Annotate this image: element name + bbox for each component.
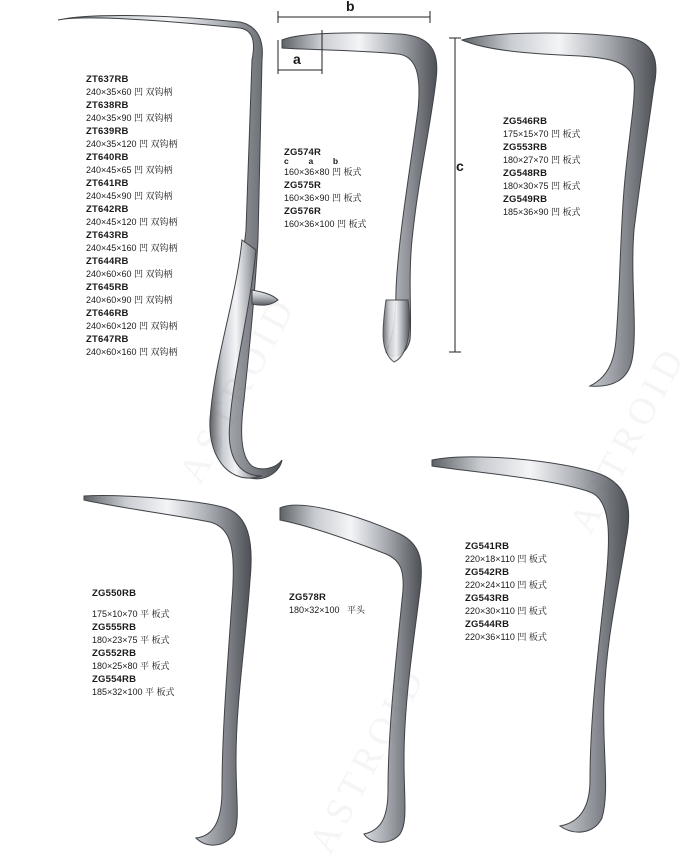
- product-spec: 240×45×65 凹 双钩柄: [86, 165, 173, 175]
- product-spec: 175×15×70 凹 板式: [503, 129, 581, 139]
- dimension-order-hint: c a b: [284, 156, 344, 166]
- product-code: ZG575R: [284, 180, 322, 191]
- product-spec: 240×60×60 凹 双钩柄: [86, 269, 173, 279]
- zt-spec-list: [86, 74, 178, 360]
- product-spec: 220×30×110 凹 板式: [465, 606, 547, 616]
- product-spec: 240×35×90 凹 双钩柄: [86, 113, 173, 123]
- product-code: ZT644RB: [86, 256, 129, 267]
- dimension-label-c: c: [456, 158, 464, 174]
- product-spec: 240×60×160 凹 双钩柄: [86, 347, 178, 357]
- spec-item: [465, 593, 547, 617]
- product-spec: 185×36×90 凹 板式: [503, 207, 581, 217]
- spec-item: [86, 230, 178, 254]
- product-code: ZT638RB: [86, 100, 129, 111]
- spec-item: [86, 74, 178, 98]
- spec-item: [86, 308, 178, 332]
- spec-item: [503, 116, 581, 140]
- product-spec: 180×25×80 平 板式: [92, 661, 170, 671]
- product-code: ZT637RB: [86, 74, 129, 85]
- product-code: ZG550RB: [92, 588, 137, 599]
- spec-item: [503, 168, 581, 192]
- product-code: ZT647RB: [86, 334, 129, 345]
- product-code: ZT641RB: [86, 178, 129, 189]
- product-spec: 220×18×110 凹 板式: [465, 554, 547, 564]
- product-spec: 240×45×90 凹 双钩柄: [86, 191, 173, 201]
- product-spec: 240×45×160 凹 双钩柄: [86, 243, 178, 253]
- product-spec: 220×36×110 凹 板式: [465, 632, 547, 642]
- spec-item: [86, 334, 178, 358]
- product-code: ZG544RB: [465, 619, 510, 630]
- product-spec: 175×10×70 平 板式: [92, 609, 170, 619]
- watermark: ASTROID: [170, 287, 306, 491]
- zg578-spec-list: [289, 592, 365, 618]
- product-code: ZG549RB: [503, 194, 548, 205]
- product-spec: 180×23×75 平 板式: [92, 635, 170, 645]
- dimension-label-a: a: [293, 51, 301, 67]
- product-code: ZT646RB: [86, 308, 129, 319]
- spec-item: [465, 567, 547, 591]
- product-code: ZG553RB: [503, 142, 548, 153]
- dimension-label-b: b: [346, 0, 355, 14]
- product-code: ZG554RB: [92, 674, 137, 685]
- product-spec: 160×36×80 凹 板式: [284, 167, 362, 177]
- product-code: ZG546RB: [503, 116, 548, 127]
- spec-item: [86, 282, 178, 306]
- spec-item: [86, 100, 178, 124]
- spec-item: [86, 256, 178, 280]
- watermark: ASTROID: [560, 337, 696, 541]
- product-code: ZT642RB: [86, 204, 129, 215]
- zg546-spec-list: [503, 116, 581, 220]
- zg550-spec-list: [92, 588, 175, 700]
- product-code: ZG543RB: [465, 593, 510, 604]
- product-spec: 185×32×100 平 板式: [92, 687, 175, 697]
- product-spec: 240×60×120 凹 双钩柄: [86, 321, 178, 331]
- spec-item: [465, 619, 547, 643]
- product-spec: 160×36×100 凹 板式: [284, 219, 367, 229]
- product-spec: 240×60×90 凹 双钩柄: [86, 295, 173, 305]
- product-code: ZG574R: [284, 147, 322, 158]
- spec-item: [86, 178, 178, 202]
- spec-item: [86, 126, 178, 150]
- product-code: ZG552RB: [92, 648, 137, 659]
- product-code: ZT643RB: [86, 230, 129, 241]
- product-code: ZG541RB: [465, 541, 510, 552]
- spec-item: [86, 152, 178, 176]
- zg541-spec-list: [465, 541, 547, 645]
- product-code: ZG548RB: [503, 168, 548, 179]
- product-code: ZG578R: [289, 592, 327, 603]
- spec-item: [465, 541, 547, 565]
- product-spec: 180×30×75 凹 板式: [503, 181, 581, 191]
- product-spec: 180×27×70 凹 板式: [503, 155, 581, 165]
- product-code: ZT639RB: [86, 126, 129, 137]
- spec-item: [503, 194, 581, 218]
- zg574-spec-list: [284, 147, 367, 232]
- product-code: ZG555RB: [92, 622, 137, 633]
- product-spec: 240×35×120 凹 双钩柄: [86, 139, 178, 149]
- product-code: ZT640RB: [86, 152, 129, 163]
- spec-item: [503, 142, 581, 166]
- product-spec: 180×32×100 平头: [289, 605, 366, 615]
- product-spec: 240×35×60 凹 双钩柄: [86, 87, 173, 97]
- product-spec: 240×45×120 凹 双钩柄: [86, 217, 178, 227]
- product-code: ZG542RB: [465, 567, 510, 578]
- spec-item: [86, 204, 178, 228]
- product-code: ZG576R: [284, 206, 322, 217]
- product-code: ZT645RB: [86, 282, 129, 293]
- product-spec: 160×36×90 凹 板式: [284, 193, 362, 203]
- product-spec: 220×24×110 凹 板式: [465, 580, 547, 590]
- watermark: ASTROID: [300, 657, 436, 861]
